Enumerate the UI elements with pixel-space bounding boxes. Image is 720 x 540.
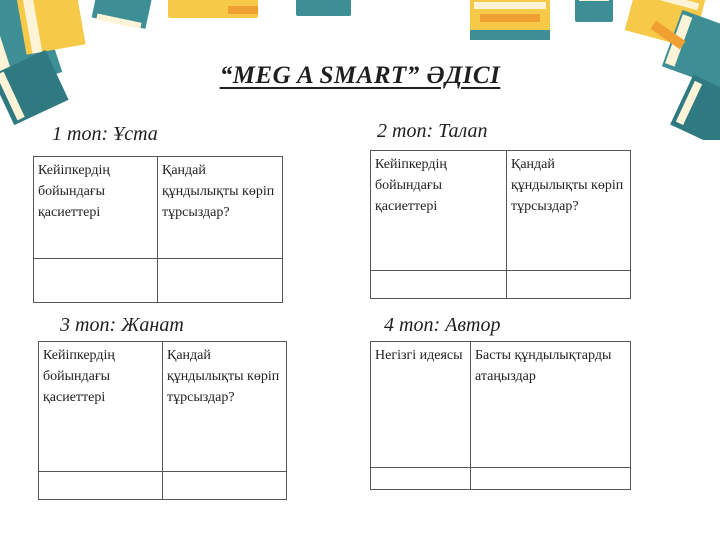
group-1-label: 1 топ: Ұста	[52, 123, 158, 145]
group-4-answer-cell-1[interactable]	[371, 468, 471, 490]
group-3-answer-cell-2[interactable]	[163, 472, 287, 500]
group-1-col1-header: Кейіпкердің бойындағы қасиеттері	[34, 157, 158, 259]
group-1-table	[33, 156, 283, 303]
group-1-answer-cell-1[interactable]	[34, 259, 158, 303]
group-3-table	[38, 341, 287, 500]
group-2-col2-header: Қандай құндылықты көріп тұрсыздар?	[507, 151, 631, 271]
books-top-center-icon	[168, 0, 351, 18]
group-1-answer-cell-2[interactable]	[158, 259, 283, 303]
group-4-col2-header: Басты құндылықтарды атаңыздар	[471, 342, 631, 468]
group-4-label: 4 топ: Автор	[384, 314, 501, 336]
group-3-col1-header: Кейіпкердің бойындағы қасиеттері	[39, 342, 163, 472]
group-4-table	[370, 341, 631, 490]
group-3-col2-header: Қандай құндылықты көріп тұрсыздар?	[163, 342, 287, 472]
group-1-col2-header: Қандай құндылықты көріп тұрсыздар?	[158, 157, 283, 259]
group-2-table	[370, 150, 631, 299]
group-4-answer-cell-2[interactable]	[471, 468, 631, 490]
group-4-col1-header: Негізгі идеясы	[371, 342, 471, 468]
group-3-answer-cell-1[interactable]	[39, 472, 163, 500]
group-2-col1-header: Кейіпкердің бойындағы қасиеттері	[371, 151, 507, 271]
group-2-answer-cell-1[interactable]	[371, 271, 507, 299]
group-2-answer-cell-2[interactable]	[507, 271, 631, 299]
group-3-label: 3 топ: Жанат	[60, 314, 184, 336]
group-2-label: 2 топ: Талап	[377, 120, 488, 142]
books-top-right-center-icon	[470, 0, 613, 40]
page-title: “MEG A SMART” ӘДІСІ	[219, 62, 501, 89]
